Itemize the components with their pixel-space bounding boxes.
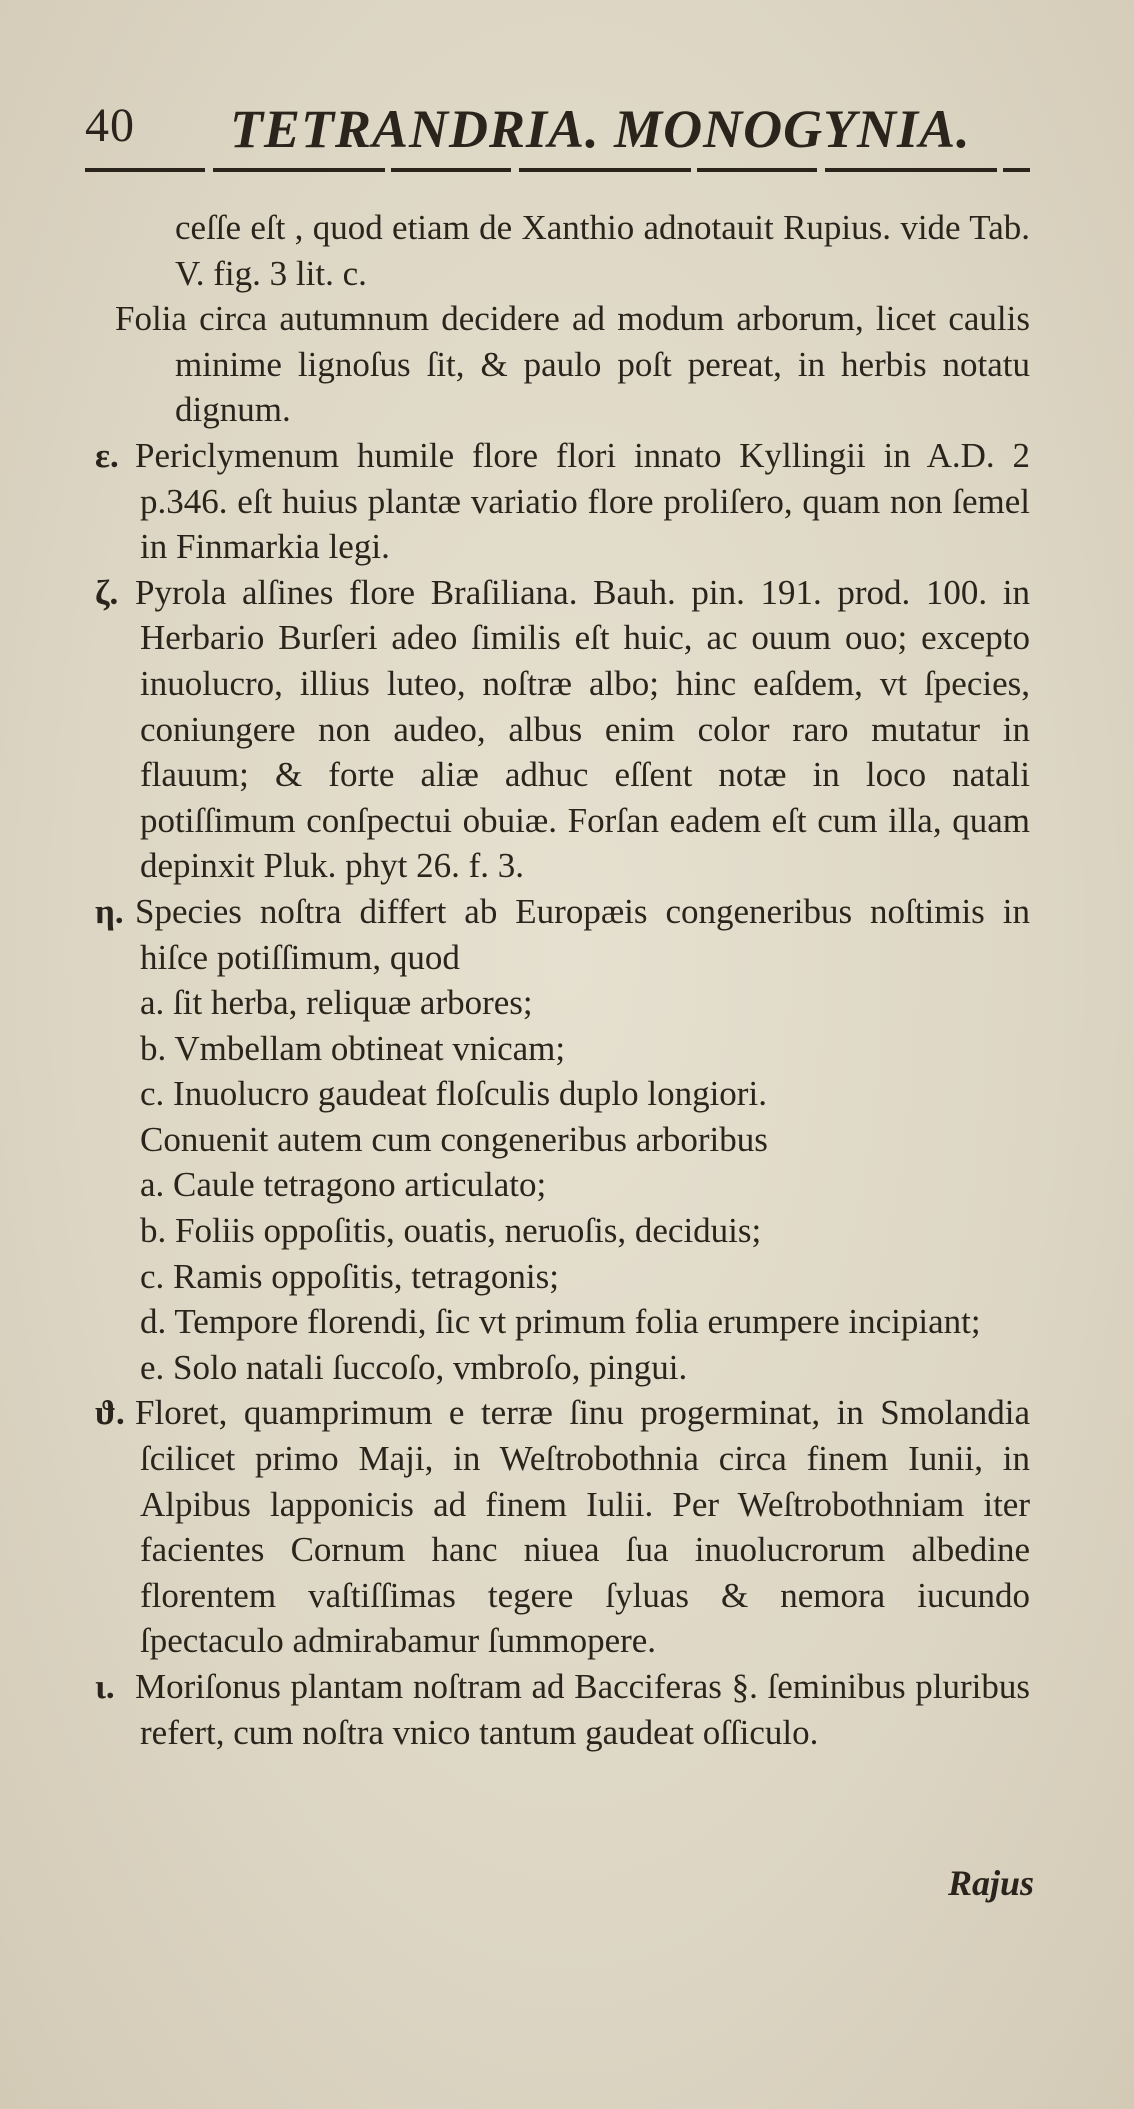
list-item: d. Tempore florendi, ſic vt primum folia erumpere incipiant; xyxy=(140,1302,981,1342)
header-rule xyxy=(85,168,1030,172)
page-header xyxy=(85,98,1025,168)
paragraph-marker: η. xyxy=(95,891,124,931)
paragraph: Folia circa autumnum decidere ad modum arborum, licet caulis minime lignoſus ſit, & paulo poſt pereat, in herbis notatu dignum. xyxy=(115,299,1030,430)
list-intro: Conuenit autem cum congeneribus arboribus xyxy=(140,1119,768,1159)
list-item: c. Ramis oppoſitis, tetragonis; xyxy=(140,1256,559,1296)
list-item: e. Solo natali ſuccoſo, vmbroſo, pingui. xyxy=(140,1347,688,1387)
paragraph: ceſſe eſt , quod etiam de Xanthio adnotauit Rupius. vide Tab. V. fig. 3 lit. c. xyxy=(175,208,1030,293)
paragraph: ι. Moriſonus plantam noſtram ad Bacciferas §. ſeminibus pluribus refert, cum noſtra vnico tantum gaudeat oſſiculo. xyxy=(95,1664,1030,1755)
catchword: Rajus xyxy=(947,1863,1034,1903)
paragraph-marker: ϑ. xyxy=(95,1393,125,1433)
list-item: a. Caule tetragono articulato; xyxy=(140,1165,547,1205)
paragraph: ζ. Pyrola alſines flore Braſiliana. Bauh. pin. 191. prod. 100. in Herbario Burſeri adeo ſimilis eſt huic, ac ouum ouo; excepto inuolucro, illius luteo, noſtræ albo; hinc eaſdem, vt ſpecies, coniungere non audeo, albus enim color raro mutatur in flauum; & forte aliæ adhuc eſſent notæ in loco natali potiſſimum conſpectui obuiæ. Forſan eadem eſt cum illa, quam depinxit Pluk. phyt 26. f. 3. xyxy=(95,570,1030,889)
list-item: b. Vmbellam obtineat vnicam; xyxy=(140,1028,566,1068)
paragraph-marker: ι. xyxy=(95,1667,115,1706)
paragraph: ε. Periclymenum humile flore flori innato Kyllingii in A.D. 2 p.346. eſt huius plantæ variatio flore proliſero, quam non ſemel in Finmarkia legi. xyxy=(95,433,1030,570)
paragraph: η. Species noſtra differt ab Europæis congeneribus noſtimis in hiſce potiſſimum, quod xyxy=(95,889,1030,980)
paragraph: ϑ. Floret, quamprimum e terræ ſinu progerminat, in Smolandia ſcilicet primo Maji, in Weſtrobothnia circa finem Iunii, in Alpibus lapponicis ad finem Iulii. Per Weſtrobothniam iter facientes Cornum hanc niuea ſua inuolucrorum albedine florentem vaſtiſſimas tegere ſyluas & nemora iucundo ſpectaculo admirabamur ſummopere. xyxy=(95,1390,1030,1664)
body-text xyxy=(95,205,1030,1755)
list-item: c. Inuolucro gaudeat floſculis duplo longiori. xyxy=(140,1074,767,1114)
list-item: b. Foliis oppoſitis, ouatis, neruoſis, deciduis; xyxy=(140,1211,762,1251)
paragraph-marker: ζ. xyxy=(95,572,119,612)
list-item: a. ſit herba, reliquæ arbores; xyxy=(140,983,533,1023)
running-head: TETRANDRIA. MONOGYNIA. xyxy=(230,99,971,159)
paragraph-marker: ε. xyxy=(95,435,119,475)
page-number: 40 xyxy=(85,99,135,152)
